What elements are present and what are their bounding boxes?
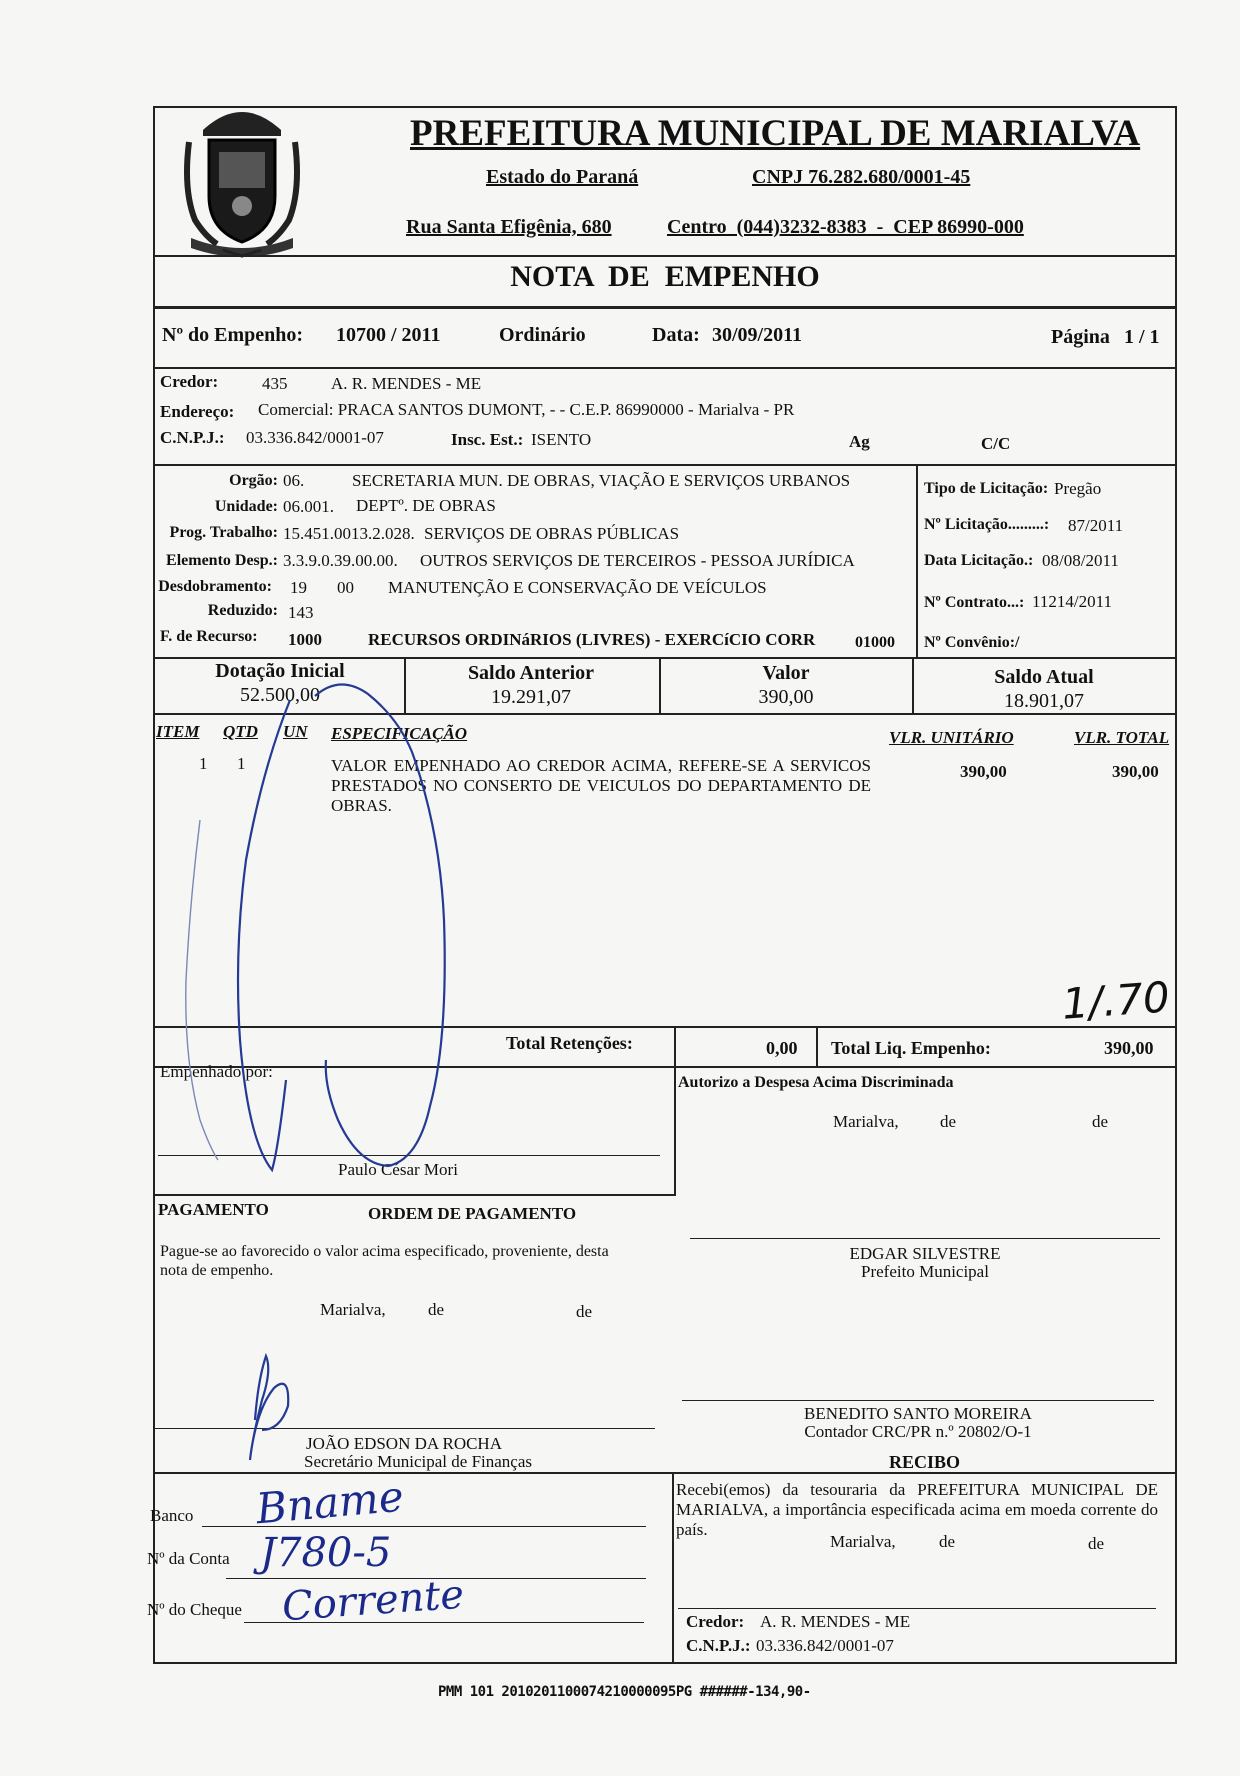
unidade-desc: DEPTº. DE OBRAS xyxy=(356,496,496,515)
reduzido-label: Reduzido: xyxy=(207,602,278,619)
convenio-value: / xyxy=(1015,634,1020,651)
autorizo-de2: de xyxy=(1092,1112,1109,1131)
pagamento-label: PAGAMENTO xyxy=(158,1200,269,1219)
recibo-de1: de xyxy=(939,1532,956,1551)
endereco-label: Endereço: xyxy=(160,402,235,421)
desdobramento-code1: 19 xyxy=(290,578,307,597)
recibo-cnpj-value: 03.336.842/0001-07 xyxy=(756,1636,894,1655)
empenho-date-label: Data: xyxy=(652,324,700,346)
recurso-code2: 01000 xyxy=(855,634,895,651)
document-title: NOTA DE EMPENHO xyxy=(510,260,820,293)
orgao-code: 06. xyxy=(283,471,305,490)
row-total: 390,00 xyxy=(1112,762,1159,781)
licitacao-numero-value: 87/2011 xyxy=(1068,516,1124,535)
address-street: Rua Santa Efigênia, 680 xyxy=(406,216,612,238)
cheque-value: Corrente xyxy=(280,1571,466,1631)
row-qtd: 1 xyxy=(237,754,246,773)
licitacao-data-label: Data Licitação.: xyxy=(924,552,1034,569)
recurso-label: F. de Recurso: xyxy=(160,628,258,645)
recibo-de2: de xyxy=(1088,1534,1105,1553)
licitacao-tipo-value: Pregão xyxy=(1054,479,1102,498)
contrato-label: Nº Contrato...: xyxy=(924,594,1025,611)
empenho-number-label: Nº do Empenho: xyxy=(162,324,304,346)
empenho-date: 30/09/2011 xyxy=(712,324,803,346)
saldo-atual-value: 18.901,07 xyxy=(1004,690,1084,712)
recibo-text: Recebi(emos) da tesouraria da PREFEITURA MUNICIPAL DE MARIALVA, a importância especificada acima em moeda corrente do país. xyxy=(676,1480,1158,1539)
saldo-anterior-label: Saldo Anterior xyxy=(467,662,595,684)
prefeito-name: EDGAR SILVESTRE xyxy=(849,1244,1001,1263)
valor-label: Valor xyxy=(762,662,810,684)
col-un: UN xyxy=(283,722,308,741)
recibo-credor-value: A. R. MENDES - ME xyxy=(760,1612,911,1631)
prog-code: 15.451.0013.2.028. xyxy=(283,524,415,543)
recurso-code: 1000 xyxy=(288,630,322,649)
contador-title: Contador CRC/PR n.º 20802/O-1 xyxy=(804,1422,1032,1441)
secretario-name: JOÃO EDSON DA ROCHA xyxy=(306,1434,502,1453)
prog-label: Prog. Trabalho: xyxy=(169,524,278,541)
credor-label: Credor: xyxy=(160,372,219,391)
cnpj-value: 03.336.842/0001-07 xyxy=(246,428,384,447)
elemento-code: 3.3.9.0.39.00.00. xyxy=(283,551,398,570)
convenio-label: Nº Convênio: xyxy=(924,634,1016,651)
empenhado-label: Empenhado por: xyxy=(160,1062,273,1081)
address-rest: Centro (044)3232-8383 - CEP 86990-000 xyxy=(667,216,1024,238)
liquido-label: Total Liq. Empenho: xyxy=(831,1038,991,1058)
coat-of-arms-icon xyxy=(183,100,301,258)
cc-label: C/C xyxy=(981,434,1011,453)
footer-code: PMM 101 2010201100074210000095PG ######-134,90- xyxy=(438,1684,811,1700)
ordem-label: ORDEM DE PAGAMENTO xyxy=(368,1204,577,1223)
desdobramento-code2: 00 xyxy=(337,578,354,597)
autorizo-label: Autorizo a Despesa Acima Discriminada xyxy=(678,1074,954,1091)
contrato-value: 11214/2011 xyxy=(1032,592,1112,611)
banco-value: Bname xyxy=(254,1471,406,1534)
saldo-anterior-value: 19.291,07 xyxy=(491,686,571,708)
credor-code: 435 xyxy=(262,374,288,393)
recibo-credor-label: Credor: xyxy=(686,1612,745,1631)
retencoes-label: Total Retenções: xyxy=(506,1033,633,1053)
pagamento-de2: de xyxy=(576,1302,593,1321)
elemento-desc: OUTROS SERVIÇOS DE TERCEIROS - PESSOA JURÍDICA xyxy=(420,551,855,570)
cnpj-label: C.N.P.J.: xyxy=(160,428,225,447)
desdobramento-label: Desdobramento: xyxy=(158,578,272,595)
handwritten-note: 1/.70 xyxy=(1060,972,1172,1029)
row-item: 1 xyxy=(199,754,208,773)
state-label: Estado do Paraná xyxy=(486,166,639,188)
cnpj-header: CNPJ 76.282.680/0001-45 xyxy=(752,166,971,188)
page-number: 1 / 1 xyxy=(1124,326,1160,348)
elemento-label: Elemento Desp.: xyxy=(166,552,278,569)
conta-value: J780-5 xyxy=(260,1530,392,1576)
valor-value: 390,00 xyxy=(758,686,814,708)
endereco-value: Comercial: PRACA SANTOS DUMONT, - - C.E.P. 86990000 - Marialva - PR xyxy=(258,400,795,419)
insc-label: Insc. Est.: xyxy=(451,430,524,449)
col-unit: VLR. UNITÁRIO xyxy=(889,728,1014,747)
page-label: Página xyxy=(1051,326,1110,348)
desdobramento-desc: MANUTENÇÃO E CONSERVAÇÃO DE VEÍCULOS xyxy=(388,578,767,597)
pagamento-place: Marialva, xyxy=(320,1300,386,1319)
saldo-atual-label: Saldo Atual xyxy=(994,666,1094,688)
banco-label: Banco xyxy=(150,1506,194,1525)
orgao-desc: SECRETARIA MUN. DE OBRAS, VIAÇÃO E SERVIÇOS URBANOS xyxy=(352,471,851,490)
secretario-title: Secretário Municipal de Finanças xyxy=(304,1452,533,1471)
unidade-code: 06.001. xyxy=(283,497,334,516)
col-item: ITEM xyxy=(156,722,200,741)
ordem-text: Pague-se ao favorecido o valor acima especificado, proveniente, desta nota de empenho. xyxy=(160,1243,609,1279)
recibo-place: Marialva, xyxy=(830,1532,896,1551)
liquido-value: 390,00 xyxy=(1104,1038,1154,1058)
prog-desc: SERVIÇOS DE OBRAS PÚBLICAS xyxy=(424,524,680,543)
empenho-type: Ordinário xyxy=(499,324,586,346)
dotacao-label: Dotação Inicial xyxy=(215,660,345,682)
retencoes-value: 0,00 xyxy=(766,1038,798,1058)
licitacao-data-value: 08/08/2011 xyxy=(1042,551,1119,570)
insc-value: ISENTO xyxy=(531,430,592,449)
conta-label: Nº da Conta xyxy=(147,1549,230,1568)
empenhado-name: Paulo César Mori xyxy=(338,1160,458,1179)
licitacao-tipo-label: Tipo de Licitação: xyxy=(924,480,1049,497)
licitacao-numero-label: Nº Licitação.........: xyxy=(924,516,1050,533)
dotacao-value: 52.500,00 xyxy=(240,684,320,706)
ag-label: Ag xyxy=(849,432,870,451)
row-spec: VALOR EMPENHADO AO CREDOR ACIMA, REFERE-SE A SERVICOS PRESTADOS NO CONSERTO DE VEICULOS DO DEPARTAMENTO DE OBRAS. xyxy=(331,756,871,815)
col-spec: ESPECIFICAÇÃO xyxy=(331,724,468,743)
col-qtd: QTD xyxy=(223,722,258,741)
credor-name: A. R. MENDES - ME xyxy=(331,374,482,393)
orgao-label: Orgão: xyxy=(229,472,278,489)
cheque-label: Nº do Cheque xyxy=(147,1600,242,1619)
page-title: PREFEITURA MUNICIPAL DE MARIALVA xyxy=(410,113,1141,154)
col-total: VLR. TOTAL xyxy=(1074,728,1170,747)
pagamento-de1: de xyxy=(428,1300,445,1319)
recurso-desc: RECURSOS ORDINáRIOS (LIVRES) - EXERCíCIO CORR xyxy=(368,630,816,649)
autorizo-place: Marialva, xyxy=(833,1112,899,1131)
autorizo-de1: de xyxy=(940,1112,957,1131)
recibo-title: RECIBO xyxy=(889,1452,961,1472)
unidade-label: Unidade: xyxy=(214,498,278,515)
empenho-number: 10700 / 2011 xyxy=(336,324,441,346)
row-unit: 390,00 xyxy=(960,762,1007,781)
prefeito-title: Prefeito Municipal xyxy=(861,1262,989,1281)
recibo-cnpj-label: C.N.P.J.: xyxy=(686,1636,751,1655)
contador-name: BENEDITO SANTO MOREIRA xyxy=(804,1404,1032,1423)
reduzido-value: 143 xyxy=(288,603,314,622)
